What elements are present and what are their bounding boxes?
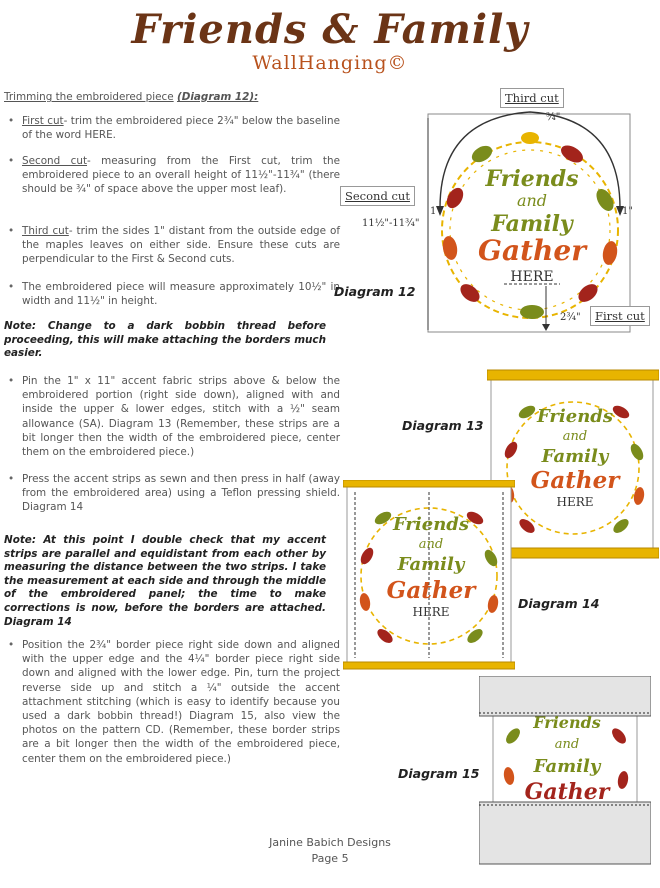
- wreath-family: Family: [491, 211, 573, 237]
- label-height-range: 11½"-11¾": [362, 218, 420, 229]
- wreath-gather: Gather: [386, 577, 476, 604]
- section-title-text: Trimming the embroidered piece: [4, 91, 174, 103]
- wreath-family: Family: [397, 554, 465, 575]
- label-one-inch-left: 1": [430, 206, 441, 217]
- wreath-friends: Friends: [392, 514, 470, 535]
- footer-page: Page 5: [311, 852, 349, 865]
- diagram-15-label: Diagram 15: [398, 766, 480, 781]
- wreath-and: and: [554, 737, 580, 752]
- callout-third-cut: Third cut: [500, 88, 564, 108]
- callout-second-cut: Second cut: [340, 186, 415, 206]
- footer-author: Janine Babich Designs: [269, 836, 391, 849]
- diagram-14-label: Diagram 14: [518, 596, 600, 611]
- wreath-and: and: [562, 429, 588, 444]
- header-subtitle: WallHanging©: [252, 52, 408, 74]
- wreath-and: and: [418, 537, 444, 552]
- label-one-inch-right: 1": [622, 206, 633, 217]
- wreath-here: HERE: [510, 269, 554, 285]
- bullet-measure: [8, 280, 340, 308]
- wreath-here: HERE: [556, 495, 594, 509]
- bullet-text: - measuring from the First cut, trim the embroidered piece to an overall height of 11½"-11¾" (there should be ¾" of space above the upper most leaf).: [22, 155, 340, 196]
- bullet-second-cut: [8, 154, 340, 197]
- wreath-gather: Gather: [530, 467, 620, 494]
- section-title-ref: (Diagram 12):: [176, 91, 259, 103]
- bullet-text: The embroidered piece will measure approximately 10½" in width and 11½" in height.: [22, 281, 340, 308]
- wreath-gather: Gather: [478, 234, 586, 267]
- wreath-family: Family: [533, 756, 601, 777]
- bullet-text: - trim the embroidered piece 2¾" below the baseline of the word HERE.: [22, 115, 340, 142]
- bullet-first-cut: [8, 114, 340, 142]
- wreath-friends: Friends: [485, 166, 579, 192]
- diagram-12-label: Diagram 12: [334, 284, 416, 299]
- diagram-14: [343, 480, 515, 670]
- bullet-pin-strips: • Pin the 1" x 11" accent fabric strips above & below the embroidered portion (right side down), aligned with and inside the upper & lower edges, stitch with a ½" seam allowance (SA). Diagram 13 (Remember, these strips are a bit longer then the width of the embroidered piece, center them on the embroidered piece.): [8, 374, 340, 459]
- wreath-family: Family: [541, 446, 609, 467]
- bullet-lead: First cut: [22, 115, 64, 127]
- bullet-border: • Position the 2¾" border piece right side down and aligned with the upper edge and the 4¼" border piece right side down and aligned with the lower edge. Pin, turn the project reverse side up and stitch a ¼" outside the accent attachment stitching (which is easy to identify because you used a dark bobbin thread!) Diagram 15, also view the photos on the pattern CD. (Remember, these border strips are a bit longer then the width of the embroidered piece, center them on the embroidered piece.): [8, 638, 340, 766]
- diagram-13-label: Diagram 13: [402, 418, 484, 433]
- wreath-gather: Gather: [524, 779, 610, 805]
- wreath-and: and: [516, 191, 548, 210]
- callout-first-cut: First cut: [590, 306, 650, 326]
- wreath-friends: Friends: [536, 406, 614, 427]
- section-title: [4, 90, 334, 104]
- diagram-12: [420, 88, 652, 338]
- bullet-press-strips: • Press the accent strips as sewn and then press in half (away from the embroidered area) using a Teflon pressing shield. Diagram 14: [8, 472, 340, 515]
- label-bottom-gap: 2¾": [560, 312, 581, 323]
- wreath-here: HERE: [412, 605, 450, 619]
- bullet-lead: Second cut: [22, 155, 88, 167]
- wreath-friends: Friends: [533, 713, 601, 732]
- bullet-lead: Third cut: [22, 225, 69, 237]
- note-bobbin: Note: Change to a dark bobbin thread before proceeding, this will make attaching the borders much easier.: [4, 320, 326, 360]
- label-three-quarter: ¾": [546, 112, 561, 123]
- header-title: Friends & Family: [131, 6, 529, 53]
- note-check-strips: Note: At this point I double check that my accent strips are parallel and equidistant from each other by measuring the distance between the two strips. I take the measurement at each side and through the middle of the embroidered panel; the time to make corrections is now, before the borders are attached. Diagram 14: [4, 534, 326, 628]
- bullet-third-cut: [8, 224, 340, 267]
- bullet-text: - trim the sides 1" distant from the outside edge of the maples leaves on either side. Ensure these cuts are perpendicular to the First & Second cuts.: [22, 225, 340, 266]
